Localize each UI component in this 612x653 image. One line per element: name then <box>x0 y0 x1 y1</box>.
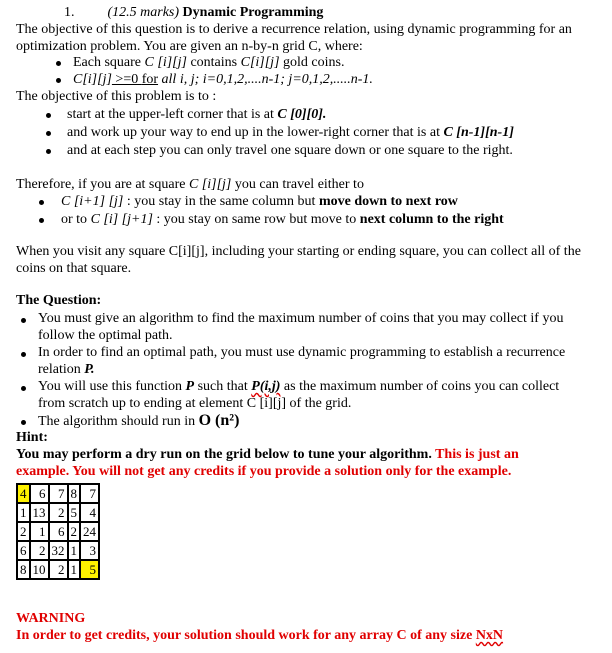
grid-cell: 4 <box>80 503 99 522</box>
grid-cell: 10 <box>30 560 49 579</box>
moves-intro: Therefore, if you are at square C [i][j] you can travel either to <box>16 177 364 192</box>
bullet-icon <box>39 200 44 205</box>
move-right: or to C [i] [j+1] : you stay on same row but move to next column to the right <box>61 212 504 227</box>
bullet-icon <box>39 218 44 223</box>
objective-line-2: optimization problem. You are given an n-by-n grid C, where: <box>16 39 363 54</box>
bullet-icon <box>21 386 26 391</box>
bullet-icon <box>46 131 51 136</box>
grid-cell: 13 <box>30 503 49 522</box>
grid-cell: 7 <box>49 484 68 503</box>
hint-line-1: You may perform a dry run on the grid below to tune your algorithm. This is just an <box>16 447 519 462</box>
question-heading: The Question: <box>16 293 102 308</box>
grid-cell: 32 <box>49 541 68 560</box>
grid-cell: 6 <box>49 522 68 541</box>
question-header <box>64 5 323 21</box>
goal-intro: The objective of this problem is to : <box>16 89 217 104</box>
hint-line-2: example. You will not get any credits if you provide a solution only for the example. <box>16 464 512 479</box>
grid-cell: 2 <box>49 560 68 579</box>
grid-cell: 1 <box>30 522 49 541</box>
grid-cell: 6 <box>30 484 49 503</box>
question-marks: (12.5 marks) <box>107 5 180 20</box>
question-title: Dynamic Programming <box>182 5 324 20</box>
grid-cell: 5 <box>68 503 81 522</box>
bullet-icon <box>46 113 51 118</box>
grid-cell: 2 <box>17 522 30 541</box>
goal-item-start: start at the upper-left corner that is at C [0][0]. <box>67 107 327 122</box>
grid-definition-coins: Each square C [i][j] contains C[i][j] gold coins. <box>73 55 345 70</box>
example-grid <box>16 483 100 580</box>
question-item-3b: from scratch up to ending at element C [i][j] of the grid. <box>38 396 352 411</box>
bullet-icon <box>21 318 26 323</box>
grid-cell: 8 <box>17 560 30 579</box>
visit-line-1: When you visit any square C[i][j], including your starting or ending square, you can collect all of the <box>16 244 581 259</box>
grid-row <box>17 541 99 560</box>
question-item-2a: In order to find an optimal path, you must use dynamic programming to establish a recurrence <box>38 345 566 360</box>
grid-cell: 1 <box>68 560 81 579</box>
move-down: C [i+1] [j] : you stay in the same column but move down to next row <box>61 194 458 209</box>
objective-line-1: The objective of this question is to derive a recurrence relation, using dynamic programming for an <box>16 22 572 37</box>
bullet-icon <box>56 61 61 66</box>
grid-cell: 2 <box>49 503 68 522</box>
bullet-icon <box>56 78 61 83</box>
grid-cell: 2 <box>30 541 49 560</box>
grid-cell: 8 <box>68 484 81 503</box>
grid-row <box>17 522 99 541</box>
grid-cell-end: 5 <box>80 560 99 579</box>
grid-cell-start: 4 <box>17 484 30 503</box>
grid-cell: 2 <box>68 522 81 541</box>
grid-cell: 3 <box>80 541 99 560</box>
question-item-4: The algorithm should run in O (n²) <box>38 412 240 429</box>
grid-cell: 7 <box>80 484 99 503</box>
visit-line-2: coins on that square. <box>16 261 132 276</box>
question-item-1b: follow the optimal path. <box>38 328 173 343</box>
hint-heading: Hint: <box>16 430 48 445</box>
question-item-1a: You must give an algorithm to find the maximum number of coins that you may collect if you <box>38 311 564 326</box>
bullet-icon <box>21 420 26 425</box>
goal-item-step: and at each step you can only travel one square down or one square to the right. <box>67 143 513 158</box>
grid-row <box>17 503 99 522</box>
question-item-2b: relation P. <box>38 362 95 377</box>
question-item-3a: You will use this function P such that P(i,j) as the maximum number of coins you can collect <box>38 379 560 394</box>
grid-definition-nonneg: C[i][j] >=0 for all i, j; i=0,1,2,....n-1; j=0,1,2,.....n-1. <box>73 72 373 87</box>
grid-cell: 1 <box>68 541 81 560</box>
grid-row <box>17 560 99 579</box>
grid-cell: 1 <box>17 503 30 522</box>
warning-text: In order to get credits, your solution should work for any array C of any size NxN <box>16 628 504 643</box>
bullet-icon <box>21 352 26 357</box>
question-number: 1. <box>64 5 75 20</box>
bullet-icon <box>46 149 51 154</box>
grid-cell: 24 <box>80 522 99 541</box>
goal-item-end: and work up your way to end up in the lower-right corner that is at C [n-1][n-1] <box>67 125 514 140</box>
warning-heading: WARNING <box>16 611 86 626</box>
grid-row <box>17 484 99 503</box>
grid-cell: 6 <box>17 541 30 560</box>
